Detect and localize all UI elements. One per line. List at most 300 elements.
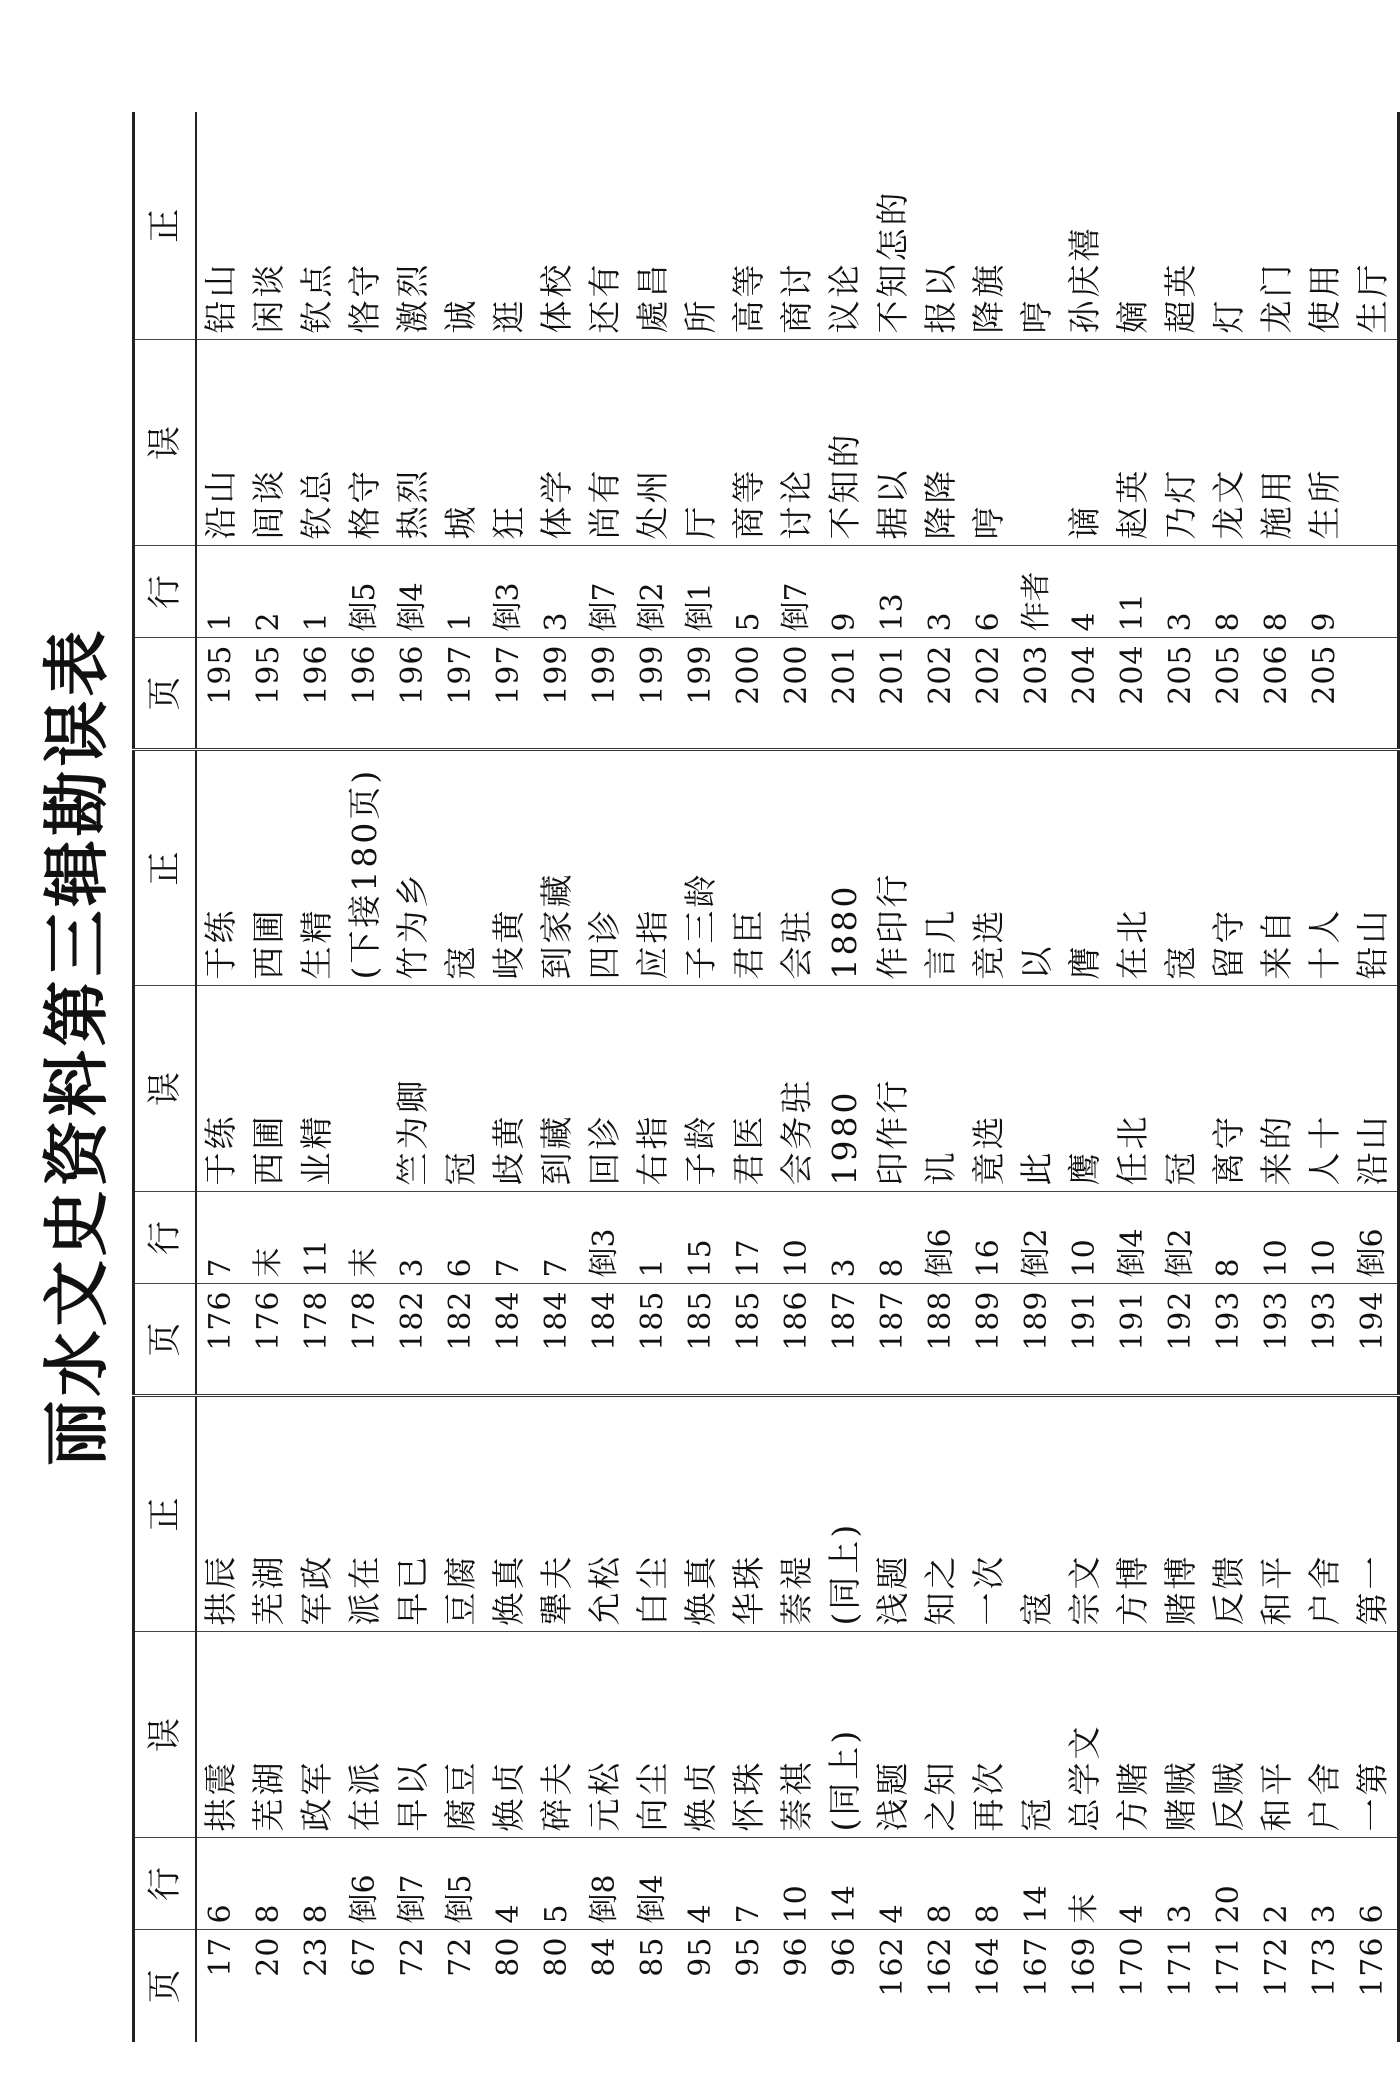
cell-line: 倒3 bbox=[485, 546, 533, 638]
header-page: 页 bbox=[134, 638, 197, 750]
header-line: 行 bbox=[134, 1838, 197, 1930]
cell-wrong: 赌贼 bbox=[1157, 1632, 1205, 1838]
cell-wrong: 体学 bbox=[533, 340, 581, 546]
cell-page: 193 bbox=[1205, 1284, 1253, 1396]
cell-right: 来自 bbox=[1253, 750, 1301, 986]
cell-line: 10 bbox=[1253, 1192, 1301, 1284]
cell-wrong: 焕贞 bbox=[677, 1632, 725, 1838]
cell-page: 195 bbox=[196, 638, 245, 750]
cell-right: 竹为乡 bbox=[389, 750, 437, 986]
cell-line: 10 bbox=[773, 1838, 821, 1930]
cell-right: 不知怎的 bbox=[873, 189, 912, 334]
cell-wrong: 冠 bbox=[1013, 1632, 1061, 1838]
cell-right: 拱辰 bbox=[196, 1396, 245, 1632]
cell-right: 竞选 bbox=[965, 750, 1013, 986]
cell-right: 到家藏 bbox=[533, 750, 581, 986]
cell-wrong: 君医 bbox=[725, 986, 773, 1192]
cell-page: 197 bbox=[437, 638, 485, 750]
cell-right: 四诊 bbox=[581, 750, 629, 986]
cell-line: 8 bbox=[245, 1838, 293, 1930]
cell-wrong: 碎夫 bbox=[533, 1632, 581, 1838]
table-row bbox=[293, 112, 341, 2042]
cell-line: 2 bbox=[1253, 1838, 1301, 1930]
cell-right: 赌博 bbox=[1157, 1396, 1205, 1632]
cell-right: 钦点 bbox=[297, 261, 336, 334]
cell-wrong: 方赌 bbox=[1109, 1632, 1157, 1838]
cell-right: 恪守 bbox=[345, 261, 384, 334]
table-row bbox=[677, 112, 725, 2042]
cell-page: 20 bbox=[245, 1930, 293, 2042]
cell-wrong: 狂 bbox=[485, 340, 533, 546]
cell-right: 生厅 bbox=[1353, 261, 1392, 334]
cell-right: 体校 bbox=[537, 261, 576, 334]
cell-page: 162 bbox=[917, 1930, 965, 2042]
cell-wrong: 处州 bbox=[629, 340, 677, 546]
cell-line: 14 bbox=[1013, 1838, 1061, 1930]
cell-right: 还有 bbox=[585, 261, 624, 334]
cell-wrong: 闾谈 bbox=[245, 340, 293, 546]
cell-right: 于练 bbox=[196, 750, 245, 986]
header-wrong: 误 bbox=[134, 986, 197, 1192]
cell-wrong: 右指 bbox=[629, 986, 677, 1192]
cell-wrong: 向尘 bbox=[629, 1632, 677, 1838]
cell-page: 182 bbox=[389, 1284, 437, 1396]
cell-page: 176 bbox=[196, 1284, 245, 1396]
cell-line: 1 bbox=[437, 546, 485, 638]
cell-line: 17 bbox=[725, 1192, 773, 1284]
cell-line: 14 bbox=[821, 1838, 869, 1930]
cell-wrong: 讥 bbox=[917, 986, 965, 1192]
cell-wrong: 商等 bbox=[725, 340, 773, 546]
header-wrong: 误 bbox=[134, 340, 197, 546]
cell-wrong: 在派 bbox=[341, 1632, 389, 1838]
header-right: 正 bbox=[134, 112, 197, 340]
cell-page: 199 bbox=[533, 638, 581, 750]
cell-line: 4 bbox=[1061, 546, 1109, 638]
cell-line: 倒2 bbox=[629, 546, 677, 638]
table-row bbox=[581, 112, 629, 2042]
table-row bbox=[533, 112, 581, 2042]
cell-page: 186 bbox=[773, 1284, 821, 1396]
cell-right: 寇 bbox=[1013, 1396, 1061, 1632]
cell-right: 寇 bbox=[437, 750, 485, 986]
cell-right: 白尘 bbox=[629, 1396, 677, 1632]
cell-line: 1 bbox=[629, 1192, 677, 1284]
cell-wrong: 子龄 bbox=[677, 986, 725, 1192]
cell-line: 6 bbox=[437, 1192, 485, 1284]
cell-wrong: 此 bbox=[1013, 986, 1061, 1192]
cell-page: 176 bbox=[245, 1284, 293, 1396]
cell-right: 报以 bbox=[921, 261, 960, 334]
cell-wrong: 回诊 bbox=[581, 986, 629, 1192]
cell-right: 1880 bbox=[821, 750, 869, 986]
cell-page: 200 bbox=[725, 638, 773, 750]
header-line: 行 bbox=[134, 546, 197, 638]
cell-right: 犟夫 bbox=[533, 1396, 581, 1632]
cell-page: 96 bbox=[821, 1930, 869, 2042]
cell-line: 倒1 bbox=[677, 546, 725, 638]
cell-page: 205 bbox=[1157, 638, 1205, 750]
cell-page: 187 bbox=[869, 1284, 917, 1396]
cell-line: 6 bbox=[965, 546, 1013, 638]
cell-page: 199 bbox=[581, 638, 629, 750]
cell-wrong: 城 bbox=[437, 340, 485, 546]
cell-page: 178 bbox=[341, 1284, 389, 1396]
header-wrong: 误 bbox=[134, 1632, 197, 1838]
cell-wrong: 早以 bbox=[389, 1632, 437, 1838]
cell-wrong: 到藏 bbox=[533, 986, 581, 1192]
cell-line: 倒7 bbox=[581, 546, 629, 638]
cell-page: 191 bbox=[1109, 1284, 1157, 1396]
cell-page: 193 bbox=[1301, 1284, 1349, 1396]
table-row bbox=[1013, 112, 1061, 2042]
cell-line: 作者 bbox=[1013, 546, 1061, 638]
table-row bbox=[1253, 112, 1301, 2042]
cell-right: 孙庆禧 bbox=[1065, 225, 1104, 334]
cell-page: 182 bbox=[437, 1284, 485, 1396]
cell-line: 倒6 bbox=[917, 1192, 965, 1284]
cell-page: 170 bbox=[1109, 1930, 1157, 2042]
cell-right: 焕真 bbox=[677, 1396, 725, 1632]
cell-page: 200 bbox=[773, 638, 821, 750]
cell-right: 允松 bbox=[581, 1396, 629, 1632]
cell-page: 80 bbox=[485, 1930, 533, 2042]
cell-page: 17 bbox=[196, 1930, 245, 2042]
cell-line: 20 bbox=[1205, 1838, 1253, 1930]
table-row bbox=[773, 112, 821, 2042]
cell-wrong: 腐豆 bbox=[437, 1632, 485, 1838]
table-row bbox=[917, 112, 965, 2042]
cell-wrong: 竟选 bbox=[965, 986, 1013, 1192]
cell-page: 95 bbox=[677, 1930, 725, 2042]
cell-page: 85 bbox=[629, 1930, 677, 2042]
cell-right: 军政 bbox=[293, 1396, 341, 1632]
cell-line: 倒6 bbox=[1349, 1192, 1399, 1284]
cell-line: 10 bbox=[1061, 1192, 1109, 1284]
cell-line: 9 bbox=[1301, 546, 1349, 638]
cell-right: 在北 bbox=[1109, 750, 1157, 986]
errata-table-area bbox=[132, 112, 1392, 2042]
cell-line: 3 bbox=[1157, 546, 1205, 638]
cell-page: 176 bbox=[1349, 1930, 1399, 2042]
cell-page: 199 bbox=[629, 638, 677, 750]
cell-line: 3 bbox=[389, 1192, 437, 1284]
cell-wrong: 不知的 bbox=[821, 340, 869, 546]
cell-wrong: 户舍 bbox=[1301, 1632, 1349, 1838]
cell-wrong: 一第 bbox=[1349, 1632, 1399, 1838]
cell-wrong: 谪 bbox=[1061, 340, 1109, 546]
cell-page: 169 bbox=[1061, 1930, 1109, 2042]
cell-line: 末 bbox=[245, 1192, 293, 1284]
cell-page: 203 bbox=[1013, 638, 1061, 750]
cell-page: 204 bbox=[1061, 638, 1109, 750]
cell-right: 萘禔 bbox=[773, 1396, 821, 1632]
cell-right: 铅山 bbox=[201, 261, 240, 334]
cell-right: 降旗 bbox=[969, 261, 1008, 334]
cell-line bbox=[1349, 546, 1399, 638]
cell-line: 16 bbox=[965, 1192, 1013, 1284]
cell-page: 199 bbox=[677, 638, 725, 750]
cell-right: 反馈 bbox=[1205, 1396, 1253, 1632]
cell-right: 会驻 bbox=[773, 750, 821, 986]
table-row bbox=[485, 112, 533, 2042]
cell-line: 倒5 bbox=[437, 1838, 485, 1930]
cell-page: 192 bbox=[1157, 1284, 1205, 1396]
cell-line: 4 bbox=[485, 1838, 533, 1930]
cell-line: 13 bbox=[869, 546, 917, 638]
cell-page bbox=[1349, 638, 1399, 750]
cell-right: 所 bbox=[681, 297, 720, 334]
table-row bbox=[437, 112, 485, 2042]
table-row bbox=[965, 112, 1013, 2042]
cell-line: 末 bbox=[1061, 1838, 1109, 1930]
cell-line: 倒2 bbox=[1013, 1192, 1061, 1284]
cell-wrong: 芜湖 bbox=[245, 1632, 293, 1838]
cell-right: 逛 bbox=[489, 297, 528, 334]
cell-wrong: 之知 bbox=[917, 1632, 965, 1838]
cell-line: 11 bbox=[1109, 546, 1157, 638]
cell-wrong: 钦总 bbox=[293, 340, 341, 546]
table-row bbox=[629, 112, 677, 2042]
cell-right: 闲谈 bbox=[249, 261, 288, 334]
cell-right: 宗文 bbox=[1061, 1396, 1109, 1632]
cell-right: 使用 bbox=[1305, 261, 1344, 334]
cell-page: 171 bbox=[1157, 1930, 1205, 2042]
cell-wrong: 冠 bbox=[1157, 986, 1205, 1192]
cell-right: 应指 bbox=[629, 750, 677, 986]
cell-page: 184 bbox=[581, 1284, 629, 1396]
cell-line: 5 bbox=[725, 546, 773, 638]
cell-line: 3 bbox=[1157, 1838, 1205, 1930]
cell-wrong: 施用 bbox=[1253, 340, 1301, 546]
cell-line: 9 bbox=[821, 546, 869, 638]
cell-wrong bbox=[1349, 340, 1399, 546]
cell-wrong: 离守 bbox=[1205, 986, 1253, 1192]
cell-line: 7 bbox=[533, 1192, 581, 1284]
title-text: 丽水文史资料第三辑勘误表 bbox=[38, 626, 116, 1467]
cell-line: 15 bbox=[677, 1192, 725, 1284]
cell-right: 灯 bbox=[1209, 297, 1248, 334]
cell-right: 作印行 bbox=[869, 750, 917, 986]
cell-right: 知之 bbox=[917, 1396, 965, 1632]
cell-line: 1 bbox=[196, 546, 245, 638]
cell-wrong: 业精 bbox=[293, 986, 341, 1192]
cell-wrong: 降降 bbox=[917, 340, 965, 546]
cell-page: 196 bbox=[389, 638, 437, 750]
cell-page: 84 bbox=[581, 1930, 629, 2042]
table-row bbox=[1349, 112, 1399, 2042]
cell-right: 早已 bbox=[389, 1396, 437, 1632]
cell-line: 4 bbox=[677, 1838, 725, 1930]
cell-page: 171 bbox=[1205, 1930, 1253, 2042]
cell-page: 23 bbox=[293, 1930, 341, 2042]
cell-right: 嫡 bbox=[1113, 297, 1152, 334]
cell-wrong: 格守 bbox=[341, 340, 389, 546]
cell-wrong: 竺为卿 bbox=[389, 986, 437, 1192]
cell-page: 95 bbox=[725, 1930, 773, 2042]
cell-page: 205 bbox=[1205, 638, 1253, 750]
cell-page: 187 bbox=[821, 1284, 869, 1396]
table-row bbox=[341, 112, 389, 2042]
cell-page: 197 bbox=[485, 638, 533, 750]
cell-page: 185 bbox=[629, 1284, 677, 1396]
cell-page: 201 bbox=[869, 638, 917, 750]
cell-page: 184 bbox=[485, 1284, 533, 1396]
cell-wrong: 讨论 bbox=[773, 340, 821, 546]
cell-page: 193 bbox=[1253, 1284, 1301, 1396]
cell-page: 96 bbox=[773, 1930, 821, 2042]
cell-wrong: 拱震 bbox=[196, 1632, 245, 1838]
cell-page: 206 bbox=[1253, 638, 1301, 750]
cell-wrong: 哼 bbox=[965, 340, 1013, 546]
table-row bbox=[821, 112, 869, 2042]
cell-page: 204 bbox=[1109, 638, 1157, 750]
cell-right: 膺 bbox=[1061, 750, 1109, 986]
cell-page: 184 bbox=[533, 1284, 581, 1396]
table-row bbox=[1157, 112, 1205, 2042]
cell-wrong: 任北 bbox=[1109, 986, 1157, 1192]
cell-wrong: 人十 bbox=[1301, 986, 1349, 1192]
cell-line: 3 bbox=[533, 546, 581, 638]
cell-wrong: 尚有 bbox=[581, 340, 629, 546]
cell-page: 191 bbox=[1061, 1284, 1109, 1396]
cell-line: 8 bbox=[1205, 546, 1253, 638]
cell-wrong: 生所 bbox=[1301, 340, 1349, 546]
cell-wrong: 再次 bbox=[965, 1632, 1013, 1838]
cell-line: 10 bbox=[1301, 1192, 1349, 1284]
cell-right: 焕真 bbox=[485, 1396, 533, 1632]
cell-wrong: (同上) bbox=[821, 1632, 869, 1838]
cell-page: 196 bbox=[293, 638, 341, 750]
table-row bbox=[1109, 112, 1157, 2042]
cell-wrong: 鹰 bbox=[1061, 986, 1109, 1192]
cell-wrong: 沿山 bbox=[1349, 986, 1399, 1192]
cell-right: 子三龄 bbox=[677, 750, 725, 986]
cell-line: 8 bbox=[293, 1838, 341, 1930]
table-row bbox=[1301, 112, 1349, 2042]
cell-page: 196 bbox=[341, 638, 389, 750]
cell-page: 178 bbox=[293, 1284, 341, 1396]
cell-page: 185 bbox=[677, 1284, 725, 1396]
cell-line: 8 bbox=[965, 1838, 1013, 1930]
cell-line: 倒4 bbox=[1109, 1192, 1157, 1284]
cell-line: 8 bbox=[1253, 546, 1301, 638]
cell-line: 倒5 bbox=[341, 546, 389, 638]
cell-wrong: 萘祺 bbox=[773, 1632, 821, 1838]
cell-wrong: 印作行 bbox=[869, 986, 917, 1192]
cell-wrong: 来的 bbox=[1253, 986, 1301, 1192]
cell-right: 激烈 bbox=[393, 261, 432, 334]
cell-line: 倒8 bbox=[581, 1838, 629, 1930]
cell-line: 8 bbox=[917, 1838, 965, 1930]
cell-page: 173 bbox=[1301, 1930, 1349, 2042]
cell-right: 哼 bbox=[1017, 297, 1056, 334]
cell-page: 195 bbox=[245, 638, 293, 750]
cell-wrong: 歧黄 bbox=[485, 986, 533, 1192]
page-title bbox=[6, 8, 136, 2085]
cell-line: 6 bbox=[196, 1838, 245, 1930]
cell-page: 80 bbox=[533, 1930, 581, 2042]
cell-right: 户舍 bbox=[1301, 1396, 1349, 1632]
table-row bbox=[869, 112, 917, 2042]
cell-right: 派在 bbox=[341, 1396, 389, 1632]
cell-wrong bbox=[341, 986, 389, 1192]
cell-line: 7 bbox=[196, 1192, 245, 1284]
cell-page: 194 bbox=[1349, 1284, 1399, 1396]
cell-line: 5 bbox=[533, 1838, 581, 1930]
table-row bbox=[725, 112, 773, 2042]
cell-right: 豆腐 bbox=[437, 1396, 485, 1632]
cell-line: 3 bbox=[1301, 1838, 1349, 1930]
cell-right: 一次 bbox=[965, 1396, 1013, 1632]
cell-right: (同上) bbox=[821, 1396, 869, 1632]
cell-line: 倒4 bbox=[389, 546, 437, 638]
cell-wrong: 元松 bbox=[581, 1632, 629, 1838]
cell-right: 寇 bbox=[1157, 750, 1205, 986]
cell-line: 3 bbox=[821, 1192, 869, 1284]
cell-page: 164 bbox=[965, 1930, 1013, 2042]
cell-wrong: 和平 bbox=[1253, 1632, 1301, 1838]
cell-wrong: 热烈 bbox=[389, 340, 437, 546]
cell-line: 8 bbox=[1205, 1192, 1253, 1284]
table-row bbox=[1205, 112, 1253, 2042]
cell-line: 4 bbox=[1109, 1838, 1157, 1930]
cell-wrong: 龙文 bbox=[1205, 340, 1253, 546]
table-row bbox=[1061, 112, 1109, 2042]
cell-page: 205 bbox=[1301, 638, 1349, 750]
cell-line: 8 bbox=[869, 1192, 917, 1284]
cell-wrong bbox=[1013, 340, 1061, 546]
cell-line: 倒7 bbox=[389, 1838, 437, 1930]
cell-line: 11 bbox=[293, 1192, 341, 1284]
cell-line: 7 bbox=[485, 1192, 533, 1284]
cell-line: 末 bbox=[341, 1192, 389, 1284]
cell-page: 172 bbox=[1253, 1930, 1301, 2042]
cell-right: (下接180页) bbox=[341, 750, 389, 986]
cell-page: 67 bbox=[341, 1930, 389, 2042]
cell-right: 以 bbox=[1013, 750, 1061, 986]
cell-wrong: 会务驻 bbox=[773, 986, 821, 1192]
cell-page: 167 bbox=[1013, 1930, 1061, 2042]
cell-wrong: 怀珠 bbox=[725, 1632, 773, 1838]
cell-right: 高等 bbox=[729, 261, 768, 334]
cell-line: 4 bbox=[869, 1838, 917, 1930]
cell-wrong: 据以 bbox=[869, 340, 917, 546]
cell-page: 189 bbox=[965, 1284, 1013, 1396]
cell-wrong: 反贼 bbox=[1205, 1632, 1253, 1838]
cell-wrong: 冠 bbox=[437, 986, 485, 1192]
cell-line: 10 bbox=[773, 1192, 821, 1284]
cell-right: 十人 bbox=[1301, 750, 1349, 986]
cell-wrong: 浅题 bbox=[869, 1632, 917, 1838]
errata-table bbox=[132, 112, 1400, 2042]
cell-right: 诚 bbox=[441, 297, 480, 334]
cell-wrong: 厅 bbox=[677, 340, 725, 546]
cell-right: 和平 bbox=[1253, 1396, 1301, 1632]
cell-wrong: 乃灯 bbox=[1157, 340, 1205, 546]
cell-right: 君臣 bbox=[725, 750, 773, 986]
header-page: 页 bbox=[134, 1284, 197, 1396]
cell-line: 2 bbox=[245, 546, 293, 638]
cell-page: 185 bbox=[725, 1284, 773, 1396]
cell-right: 言几 bbox=[917, 750, 965, 986]
cell-page: 201 bbox=[821, 638, 869, 750]
cell-wrong: 西圃 bbox=[245, 986, 293, 1192]
header-right: 正 bbox=[134, 1396, 197, 1632]
cell-page: 189 bbox=[1013, 1284, 1061, 1396]
cell-page: 202 bbox=[917, 638, 965, 750]
cell-right: 留守 bbox=[1205, 750, 1253, 986]
